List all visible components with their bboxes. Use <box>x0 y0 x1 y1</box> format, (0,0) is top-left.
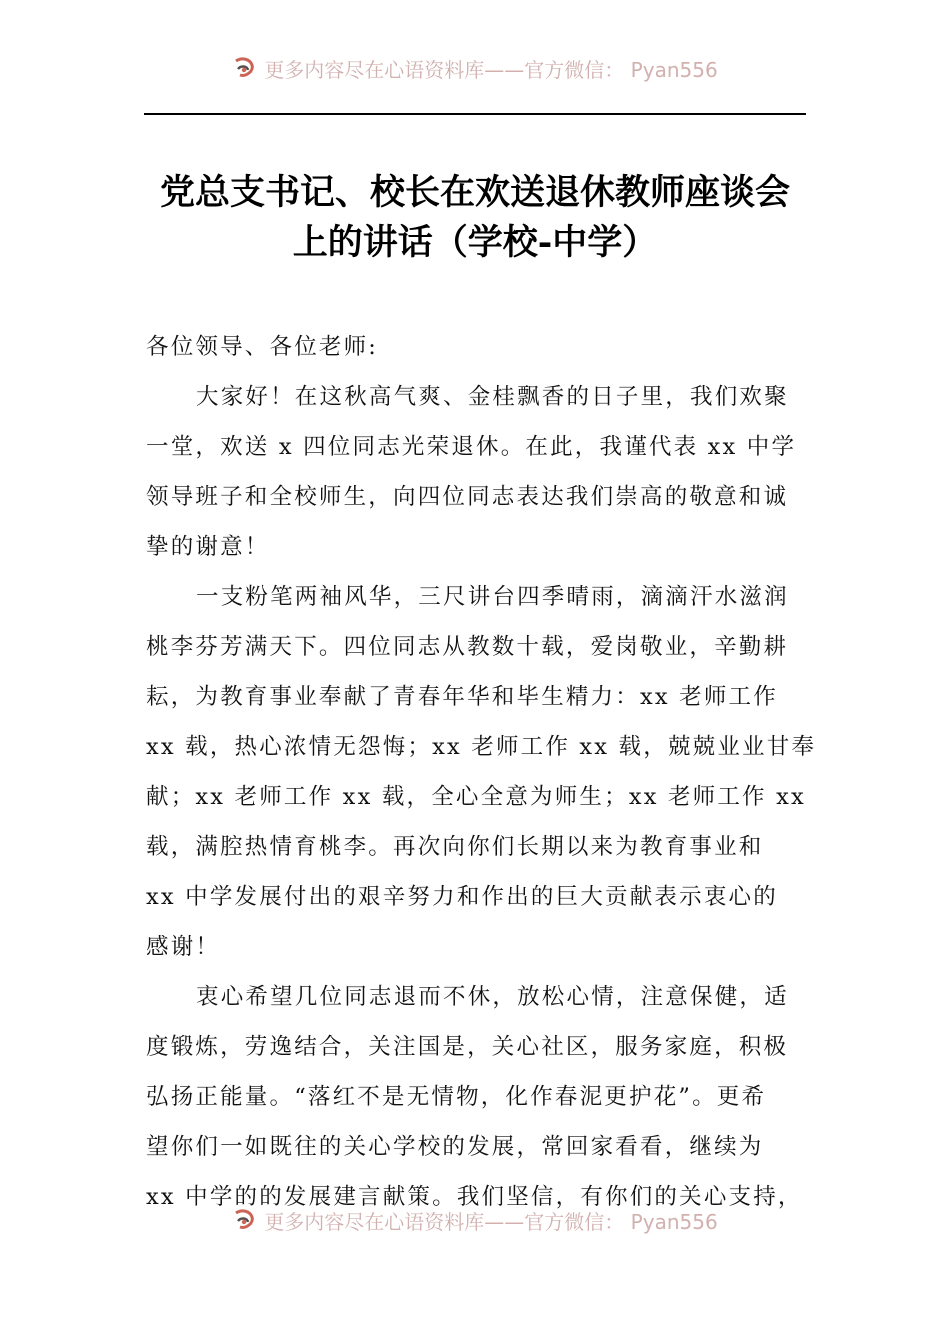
header-divider <box>144 113 806 115</box>
body-line: 献；xx 老师工作 xx 载，全心全意为师生；xx 老师工作 xx <box>146 784 806 810</box>
body-line: 一堂，欢送 x 四位同志光荣退休。在此，我谨代表 xx 中学 <box>146 434 797 460</box>
body-line: 度锻炼，劳逸结合，关注国是，关心社区，服务家庭，积极 <box>146 1034 789 1060</box>
body-line: 弘扬正能量。“落红不是无情物，化作春泥更护花”。更希 <box>146 1084 767 1110</box>
body-line: 一支粉笔两袖风华，三尺讲台四季晴雨，滴滴汗水滋润 <box>196 584 789 610</box>
body-line: xx 载，热心浓情无怨悔；xx 老师工作 xx 载，兢兢业业甘奉 <box>146 734 817 760</box>
title-line: 上的讲话（学校-中学） <box>292 222 658 263</box>
body-line: 载，满腔热情育桃李。再次向你们长期以来为教育事业和 <box>146 834 764 860</box>
document-body <box>146 322 817 1222</box>
watermark-text: 更多内容尽在心语资料库——官方微信： Pyan556 <box>264 1209 718 1234</box>
document-title <box>130 168 820 268</box>
watermark-logo-icon <box>232 1207 258 1233</box>
watermark-text: 更多内容尽在心语资料库——官方微信： Pyan556 <box>264 57 718 82</box>
body-line: 领导班子和全校师生，向四位同志表达我们崇高的敬意和诚 <box>146 484 789 510</box>
body-line: 耘，为教育事业奉献了青春年华和毕生精力：xx 老师工作 <box>146 684 778 710</box>
salutation: 各位领导、各位老师: <box>146 334 379 360</box>
body-line: xx 中学的的发展建言献策。我们坚信，有你们的关心支持， <box>146 1184 803 1210</box>
body-line: 衷心希望几位同志退而不休，放松心情，注意保健，适 <box>196 984 789 1010</box>
body-line: 挚的谢意！ <box>146 534 270 560</box>
body-line: xx 中学发展付出的艰辛努力和作出的巨大贡献表示衷心的 <box>146 884 778 910</box>
title-line: 党总支书记、校长在欢送退休教师座谈会 <box>159 172 790 213</box>
watermark-logo-icon <box>232 55 258 81</box>
body-line: 感谢！ <box>146 934 221 960</box>
body-line: 大家好！在这秋高气爽、金桂飘香的日子里，我们欢聚 <box>196 384 789 410</box>
footer-watermark <box>0 1200 950 1240</box>
body-line: 望你们一如既往的关心学校的发展，常回家看看，继续为 <box>146 1134 764 1160</box>
header-watermark <box>0 48 950 88</box>
body-line: 桃李芬芳满天下。四位同志从教数十载，爱岗敬业，辛勤耕 <box>146 634 789 660</box>
